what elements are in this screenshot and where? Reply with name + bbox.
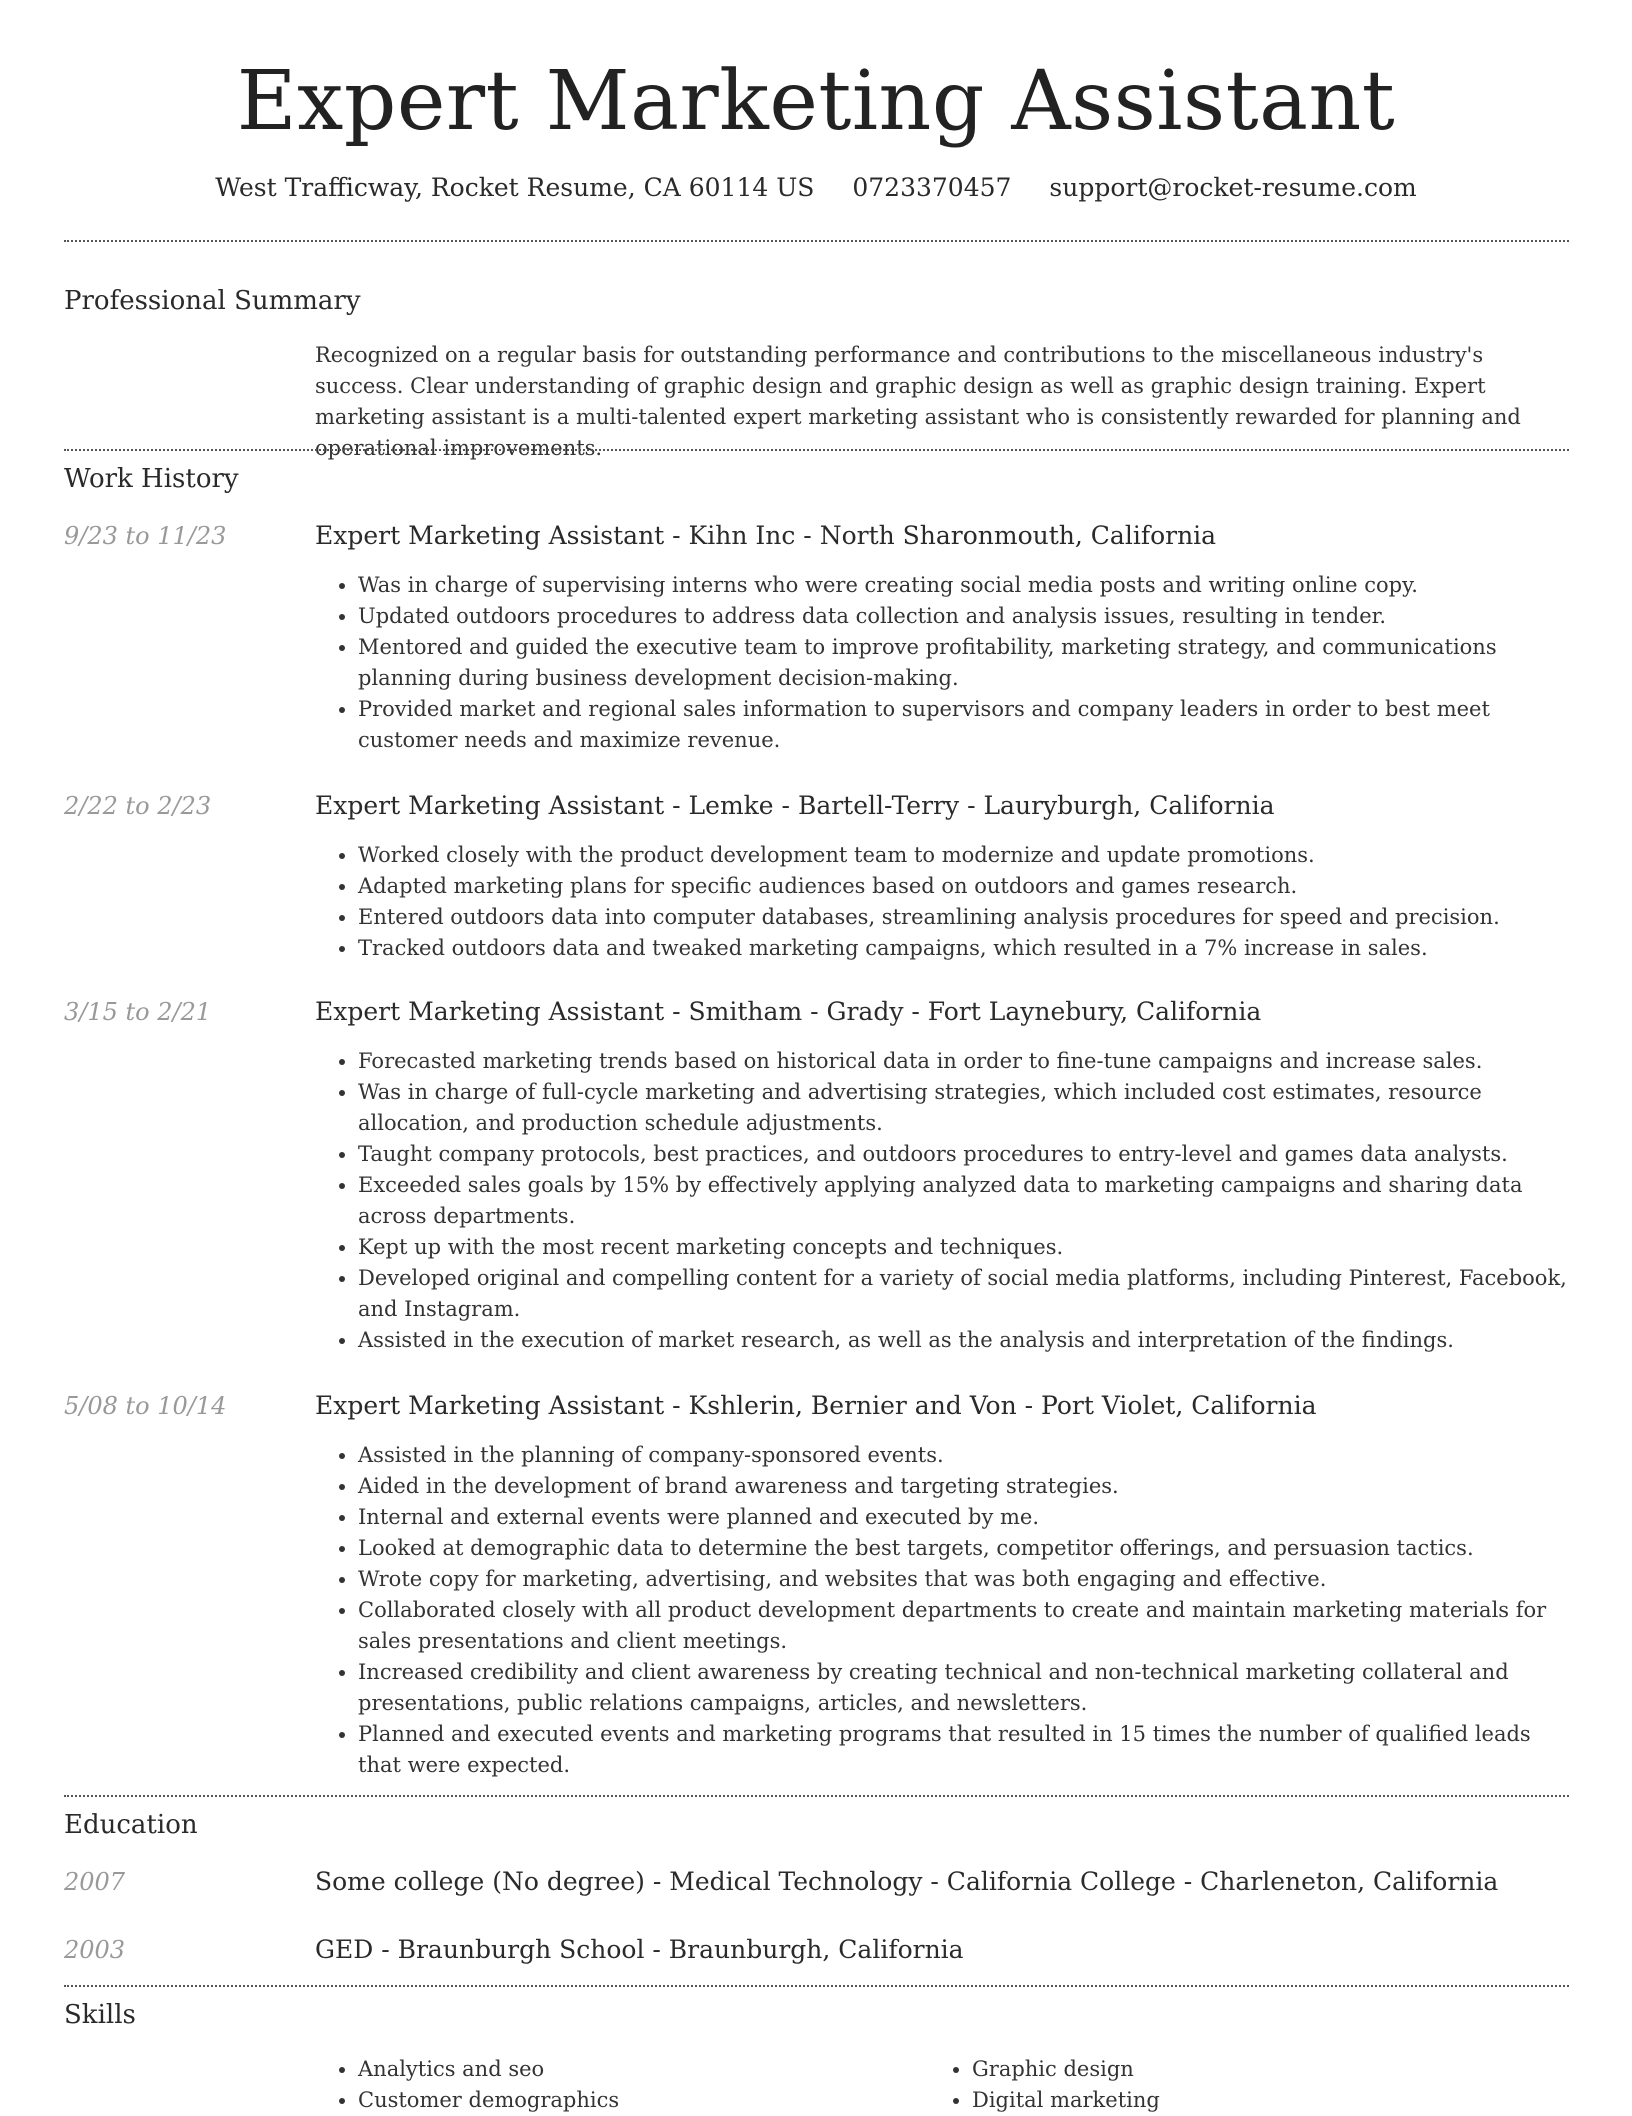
list-item: • Increased credibility and client awareness by creating technical and non-technical marketing collateral and presentations, public relations campaigns, articles, and newsletters. <box>358 1657 1570 1719</box>
education-year: 2003 <box>64 1936 126 1964</box>
job-dates: 5/08 to 10/14 <box>64 1392 227 1420</box>
job-dates: 2/22 to 2/23 <box>64 792 212 820</box>
list-item: • Tracked outdoors data and tweaked marketing campaigns, which resulted in a 7% increase in sales. <box>358 933 1570 964</box>
job-bullets <box>315 570 1570 756</box>
job-title: Expert Marketing Assistant - Kshlerin, Bernier and Von - Port Violet, California <box>315 1391 1317 1420</box>
list-item: • Assisted in the planning of company-sponsored events. <box>358 1440 1570 1471</box>
list-item: • Aided in the development of brand awareness and targeting strategies. <box>358 1471 1570 1502</box>
skill-item: • Digital marketing <box>972 2085 1569 2116</box>
section-title-summary: Professional Summary <box>64 286 361 316</box>
job-bullets <box>315 1046 1570 1356</box>
job-bullets <box>315 840 1570 964</box>
skill-item: • Customer demographics <box>358 2085 929 2116</box>
list-item: • Provided market and regional sales information to supervisors and company leaders in order to best meet customer needs and maximize revenue. <box>358 694 1570 756</box>
education-entry: Some college (No degree) - Medical Technology - California College - Charleneton, California <box>315 1867 1499 1896</box>
contact-phone: 0723370457 <box>852 173 1012 202</box>
section-title-work-history: Work History <box>64 464 239 494</box>
list-item: • Exceeded sales goals by 15% by effectively applying analyzed data to marketing campaigns and sharing data across departments. <box>358 1170 1570 1232</box>
skills-list-right <box>929 2054 1569 2116</box>
section-title-education: Education <box>64 1810 198 1840</box>
divider <box>64 1985 1569 1987</box>
section-title-skills: Skills <box>64 2000 136 2030</box>
list-item: • Planned and executed events and marketing programs that resulted in 15 times the number of qualified leads that were expected. <box>358 1719 1570 1781</box>
list-item: • Forecasted marketing trends based on historical data in order to fine-tune campaigns and increase sales. <box>358 1046 1570 1077</box>
list-item: • Developed original and compelling content for a variety of social media platforms, including Pinterest, Facebook, and Instagram. <box>358 1263 1570 1325</box>
list-item: • Worked closely with the product development team to modernize and update promotions. <box>358 840 1570 871</box>
list-item: • Entered outdoors data into computer databases, streamlining analysis procedures for speed and precision. <box>358 902 1570 933</box>
list-item: • Internal and external events were planned and executed by me. <box>358 1502 1570 1533</box>
list-item: • Was in charge of full-cycle marketing and advertising strategies, which included cost estimates, resource allocation, and production schedule adjustments. <box>358 1077 1570 1139</box>
contact-line <box>0 172 1632 204</box>
list-item: • Looked at demographic data to determine the best targets, competitor offerings, and persuasion tactics. <box>358 1533 1570 1564</box>
skills-list-left <box>315 2054 929 2116</box>
list-item: • Adapted marketing plans for specific audiences based on outdoors and games research. <box>358 871 1570 902</box>
list-item: • Was in charge of supervising interns who were creating social media posts and writing online copy. <box>358 570 1570 601</box>
education-entry: GED - Braunburgh School - Braunburgh, California <box>315 1935 964 1964</box>
skill-item: • Analytics and seo <box>358 2054 929 2085</box>
contact-address: West Trafficway, Rocket Resume, CA 60114 US <box>215 173 815 202</box>
list-item: • Assisted in the execution of market research, as well as the analysis and interpretation of the findings. <box>358 1325 1570 1356</box>
job-dates: 9/23 to 11/23 <box>64 522 227 550</box>
resume-name: Expert Marketing Assistant <box>236 54 1396 149</box>
list-item: • Updated outdoors procedures to address data collection and analysis issues, resulting in tender. <box>358 601 1570 632</box>
job-title: Expert Marketing Assistant - Smitham - Grady - Fort Laynebury, California <box>315 997 1262 1026</box>
divider <box>64 449 1569 451</box>
education-year: 2007 <box>64 1868 126 1896</box>
list-item: • Taught company protocols, best practices, and outdoors procedures to entry-level and games data analysts. <box>358 1139 1570 1170</box>
list-item: • Kept up with the most recent marketing concepts and techniques. <box>358 1232 1570 1263</box>
job-dates: 3/15 to 2/21 <box>64 998 212 1026</box>
contact-email[interactable]: support@rocket-resume.com <box>1049 173 1417 202</box>
list-item: • Collaborated closely with all product development departments to create and maintain marketing materials for sales presentations and client meetings. <box>358 1595 1570 1657</box>
job-bullets <box>315 1440 1570 1781</box>
list-item: • Mentored and guided the executive team to improve profitability, marketing strategy, and communications planning during business development decision-making. <box>358 632 1570 694</box>
list-item: • Wrote copy for marketing, advertising, and websites that was both engaging and effective. <box>358 1564 1570 1595</box>
summary-text: Recognized on a regular basis for outstanding performance and contributions to the miscellaneous industry's success. Clear understanding of graphic design and graphic design as well as graphic design training. Expert marketing assistant is a multi-talented expert marketing assistant who is consistently rewarded for planning and operational improvements. <box>315 343 1521 460</box>
skill-item: • Graphic design <box>972 2054 1569 2085</box>
divider <box>64 1795 1569 1797</box>
job-title: Expert Marketing Assistant - Lemke - Bartell-Terry - Lauryburgh, California <box>315 791 1275 820</box>
divider <box>64 240 1569 242</box>
job-title: Expert Marketing Assistant - Kihn Inc - North Sharonmouth, California <box>315 521 1217 550</box>
